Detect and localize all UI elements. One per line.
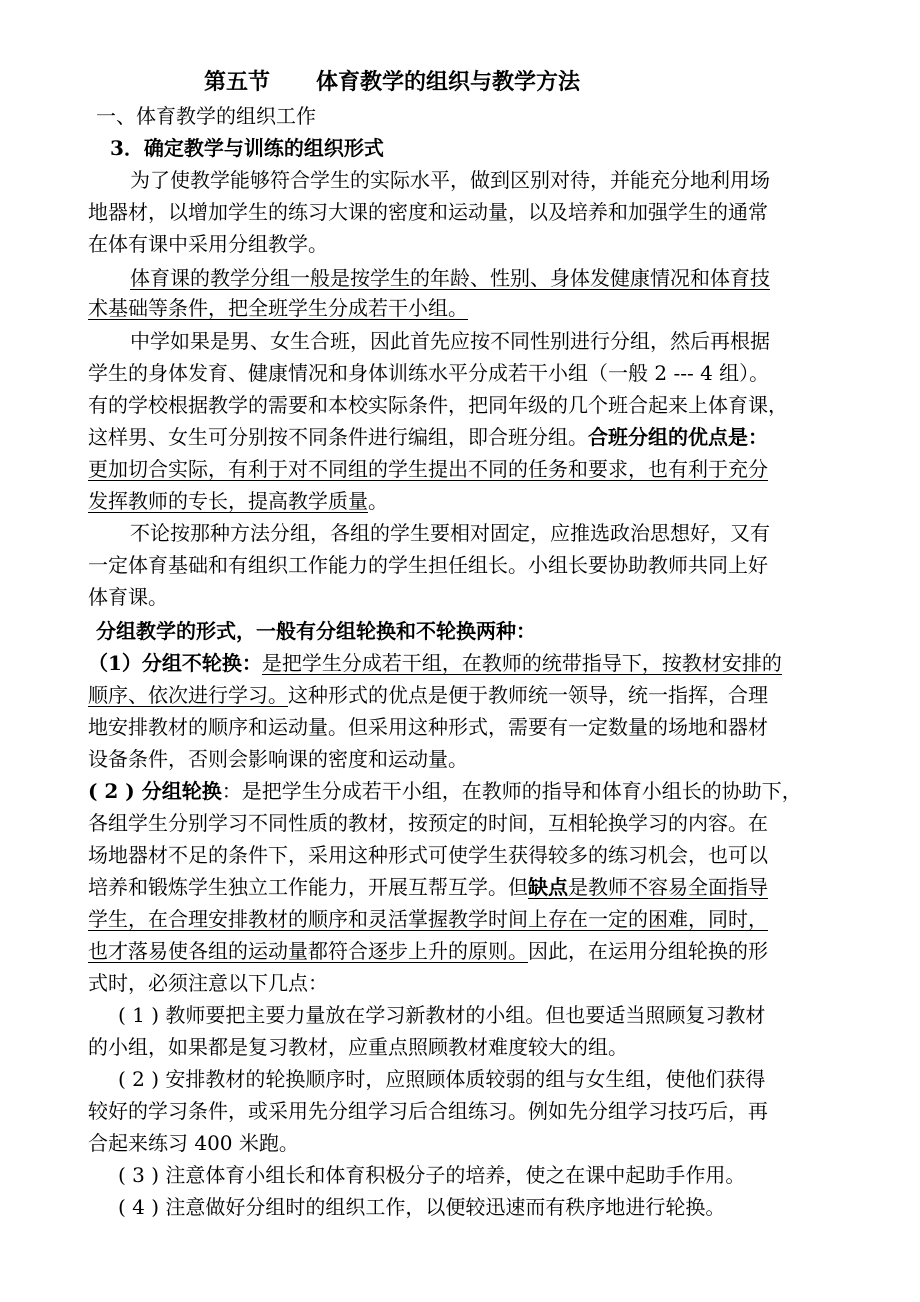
p2-line-2: 术基础等条件，把全班学生分成若干小组。: [88, 296, 468, 320]
p4-line-3: 体育课。: [88, 585, 168, 609]
item2-shortcoming: 缺点: [528, 875, 568, 899]
item2-t6b: 因此，在运用分组轮换的形: [528, 939, 768, 963]
item1-u1: 是把学生分成若干组，在教师的统带指导下，按教材安排的: [261, 651, 782, 675]
section-topic: 体育教学的组织与教学方法: [316, 69, 581, 95]
p3-line-6-underlined: 发挥教师的专长，提高教学质量: [88, 489, 368, 513]
p3-line-3: 有的学校根据教学的需要和本校实际条件，把同年级的几个班合起来上体育课，: [88, 393, 788, 417]
point3-num: ( 3 ): [118, 1163, 160, 1187]
item1-label: （1）分组不轮换：: [88, 651, 262, 675]
item2-label: ( 2 ) 分组轮换: [88, 779, 222, 803]
p3-line-1: 中学如果是男、女生合班，因此首先应按不同性别进行分组，然后再根据: [130, 329, 770, 353]
page-title: [204, 68, 580, 96]
item1-u2: 顺序、依次进行学习。: [88, 683, 288, 707]
p3-line-6: [88, 487, 388, 515]
p4-line-2: 一定体育基础和有组织工作能力的学生担任组长。小组长要协助教师共同上好: [88, 553, 768, 577]
item2-t1: ：是把学生分成若干小组，在教师的指导和体育小组长的协助下，: [221, 779, 802, 803]
p1-line-2: 地器材，以增加学生的练习大课的密度和运动量，以及培养和加强学生的通常: [88, 200, 768, 224]
item2-line-1: [88, 777, 802, 805]
point4-text-1: 注意做好分组时的组织工作，以便较迅速而有秩序地进行轮换。: [165, 1195, 726, 1219]
point1-line-1: [118, 1001, 765, 1029]
point3-line-1: [118, 1161, 745, 1189]
item1-t2: 这种形式的优点是便于教师统一领导，统一指挥，合理: [288, 683, 768, 707]
p1-line-3: 在体有课中采用分组教学。: [88, 232, 328, 256]
point4-line-1: [118, 1193, 725, 1221]
item2-t4c: 是教师不容易全面指导: [568, 875, 768, 899]
point1-text-1: 教师要把主要力量放在学习新教材的小组。但也要适当照顾复习教材: [165, 1003, 766, 1027]
point2-line-3: 合起来练习 400 米跑。: [88, 1131, 299, 1155]
point3-text-1: 注意体育小组长和体育积极分子的培养，使之在课中起助手作用。: [165, 1163, 746, 1187]
point2-line-2: 较好的学习条件，或采用先分组学习后合组练习。例如先分组学习技巧后，再: [88, 1099, 768, 1123]
p3-line-5: 更加切合实际，有利于对不同组的学生提出不同的任务和要求，也有利于充分: [88, 457, 768, 481]
item1-line-3: 地安排教材的顺序和运动量。但采用这种形式，需要有一定数量的场地和器材: [88, 715, 768, 739]
heading-group-forms: 分组教学的形式，一般有分组轮换和不轮换两种：: [96, 619, 536, 643]
point4-num: ( 4 ): [118, 1195, 160, 1219]
p1-line-1: 为了使教学能够符合学生的实际水平，做到区别对待，并能充分地利用场: [130, 168, 770, 192]
point2-text-1: 安排教材的轮换顺序时，应照顾体质较弱的组与女生组，使他们获得: [165, 1067, 766, 1091]
p3-advantage-label: 合班分组的优点是：: [588, 425, 768, 449]
item2-t4a: 培养和锻炼学生独立工作能力，开展互帮互学。但: [88, 875, 528, 899]
heading-form: 3．确定教学与训练的组织形式: [110, 136, 384, 160]
item2-line-2: 各组学生分别学习不同性质的教材，按预定的时间，互相轮换学习的内容。在: [88, 811, 768, 835]
p2-line-1: 体育课的教学分组一般是按学生的年龄、性别、身体发健康情况和体育技: [130, 266, 770, 290]
item2-line-6: [88, 937, 768, 965]
p3-line-4: [88, 423, 768, 451]
p3-line-6-end: 。: [368, 489, 388, 513]
item2-line-3: 场地器材不足的条件下，采用这种形式可使学生获得较多的练习机会，也可以: [88, 843, 768, 867]
item2-t6a: 也才落易使各组的运动量都符合逐步上升的原则。: [88, 939, 528, 963]
item1-line-1: [88, 649, 782, 677]
item1-line-4: 设备条件，否则会影响课的密度和运动量。: [88, 747, 468, 771]
item2-line-5: 学生，在合理安排教材的顺序和灵活掌握教学时间上存在一定的困难，同时，: [88, 907, 768, 931]
p3-line-4-text: 这样男、女生可分别按不同条件进行编组，即合班分组。: [88, 425, 588, 449]
item1-line-2: [88, 681, 768, 709]
point2-line-1: [118, 1065, 765, 1093]
heading-organization: 一、体育教学的组织工作: [96, 104, 316, 128]
item2-line-4: [88, 873, 768, 901]
point1-num: ( 1 ): [118, 1003, 160, 1027]
point1-line-2: 的小组，如果都是复习教材，应重点照顾教材难度较大的组。: [88, 1035, 628, 1059]
point2-num: ( 2 ): [118, 1067, 160, 1091]
p3-line-2: 学生的身体发育、健康情况和身体训练水平分成若干小组（一般 2 --- 4 组）。: [88, 361, 770, 385]
section-number: 第五节: [204, 69, 271, 95]
item2-line-7: 式时，必须注意以下几点：: [88, 971, 328, 995]
p4-line-1: 不论按那种方法分组，各组的学生要相对固定，应推选政治思想好，又有: [130, 521, 770, 545]
